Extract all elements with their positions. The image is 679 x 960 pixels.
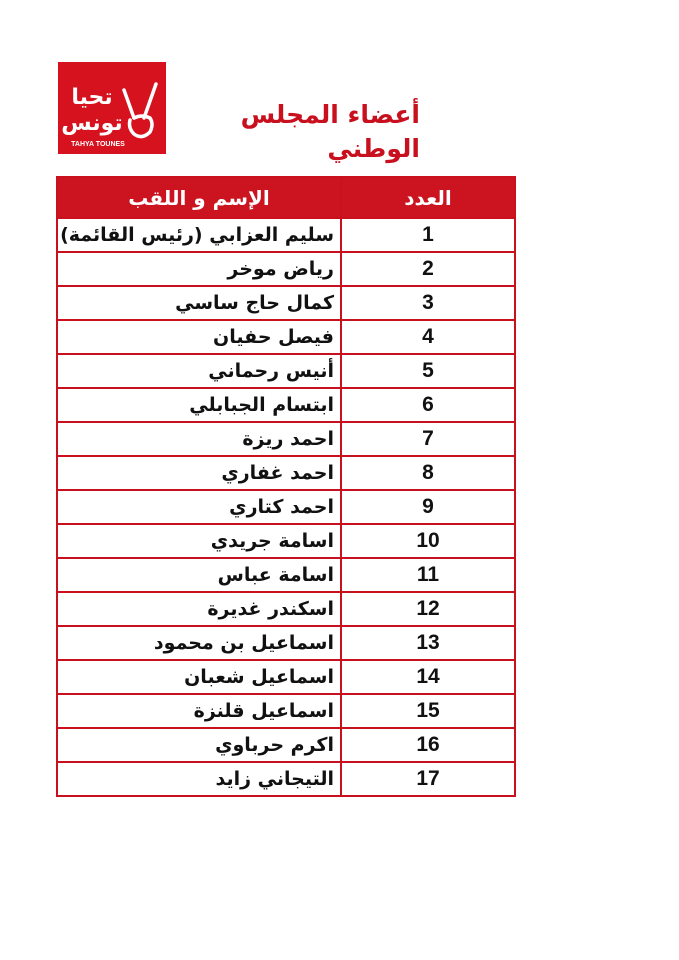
table-row bbox=[57, 388, 515, 422]
column-header-name: الإسم و اللقب bbox=[57, 177, 341, 218]
member-name-cell: التيجاني زايد bbox=[57, 762, 341, 796]
member-name-cell: كمال حاج ساسي bbox=[57, 286, 341, 320]
member-name-cell: احمد كتاري bbox=[57, 490, 341, 524]
member-number-cell: 6 bbox=[341, 388, 515, 422]
table-row bbox=[57, 422, 515, 456]
member-name-cell: اسامة عباس bbox=[57, 558, 341, 592]
member-number-cell: 5 bbox=[341, 354, 515, 388]
table-row bbox=[57, 728, 515, 762]
table-row bbox=[57, 490, 515, 524]
member-name-cell: احمد غفاري bbox=[57, 456, 341, 490]
member-name-cell: اسكندر غديرة bbox=[57, 592, 341, 626]
member-name-cell: اكرم حرباوي bbox=[57, 728, 341, 762]
member-number-cell: 11 bbox=[341, 558, 515, 592]
logo-arabic-line2: تونس bbox=[61, 111, 123, 136]
table-row bbox=[57, 762, 515, 796]
member-number-cell: 16 bbox=[341, 728, 515, 762]
member-name-cell: فيصل حفيان bbox=[57, 320, 341, 354]
member-name-cell: سليم العزابي (رئيس القائمة) bbox=[57, 218, 341, 252]
member-number-cell: 3 bbox=[341, 286, 515, 320]
member-number-cell: 14 bbox=[341, 660, 515, 694]
table-row bbox=[57, 354, 515, 388]
table-row bbox=[57, 320, 515, 354]
table-row bbox=[57, 558, 515, 592]
member-number-cell: 15 bbox=[341, 694, 515, 728]
member-number-cell: 4 bbox=[341, 320, 515, 354]
member-name-cell: أنيس رحماني bbox=[57, 354, 341, 388]
table-header-row bbox=[57, 177, 515, 218]
member-number-cell: 2 bbox=[341, 252, 515, 286]
victory-hand-icon bbox=[124, 84, 156, 137]
logo-arabic-line1: تحيا bbox=[71, 85, 113, 110]
table-row bbox=[57, 252, 515, 286]
page-title: أعضاء المجلس الوطني bbox=[240, 100, 420, 163]
column-header-number: العدد bbox=[341, 177, 515, 218]
tahya-tounes-logo bbox=[58, 62, 166, 154]
table-row bbox=[57, 218, 515, 252]
members-table bbox=[56, 176, 516, 797]
member-name-cell: اسماعيل قلنزة bbox=[57, 694, 341, 728]
member-name-cell: ابتسام الجبابلي bbox=[57, 388, 341, 422]
member-number-cell: 7 bbox=[341, 422, 515, 456]
member-number-cell: 17 bbox=[341, 762, 515, 796]
logo-graphic bbox=[58, 62, 166, 154]
member-number-cell: 10 bbox=[341, 524, 515, 558]
table-row bbox=[57, 626, 515, 660]
member-name-cell: رياض موخر bbox=[57, 252, 341, 286]
member-name-cell: اسامة جريدي bbox=[57, 524, 341, 558]
member-name-cell: اسماعيل بن محمود bbox=[57, 626, 341, 660]
member-number-cell: 8 bbox=[341, 456, 515, 490]
table-body bbox=[57, 218, 515, 796]
member-name-cell: احمد ريزة bbox=[57, 422, 341, 456]
member-number-cell: 13 bbox=[341, 626, 515, 660]
table-row bbox=[57, 524, 515, 558]
member-number-cell: 9 bbox=[341, 490, 515, 524]
table-row bbox=[57, 660, 515, 694]
table-row bbox=[57, 286, 515, 320]
logo-latin-text: TAHYA TOUNES bbox=[71, 141, 125, 148]
table-row bbox=[57, 592, 515, 626]
member-number-cell: 1 bbox=[341, 218, 515, 252]
table-row bbox=[57, 694, 515, 728]
member-number-cell: 12 bbox=[341, 592, 515, 626]
table-row bbox=[57, 456, 515, 490]
member-name-cell: اسماعيل شعبان bbox=[57, 660, 341, 694]
